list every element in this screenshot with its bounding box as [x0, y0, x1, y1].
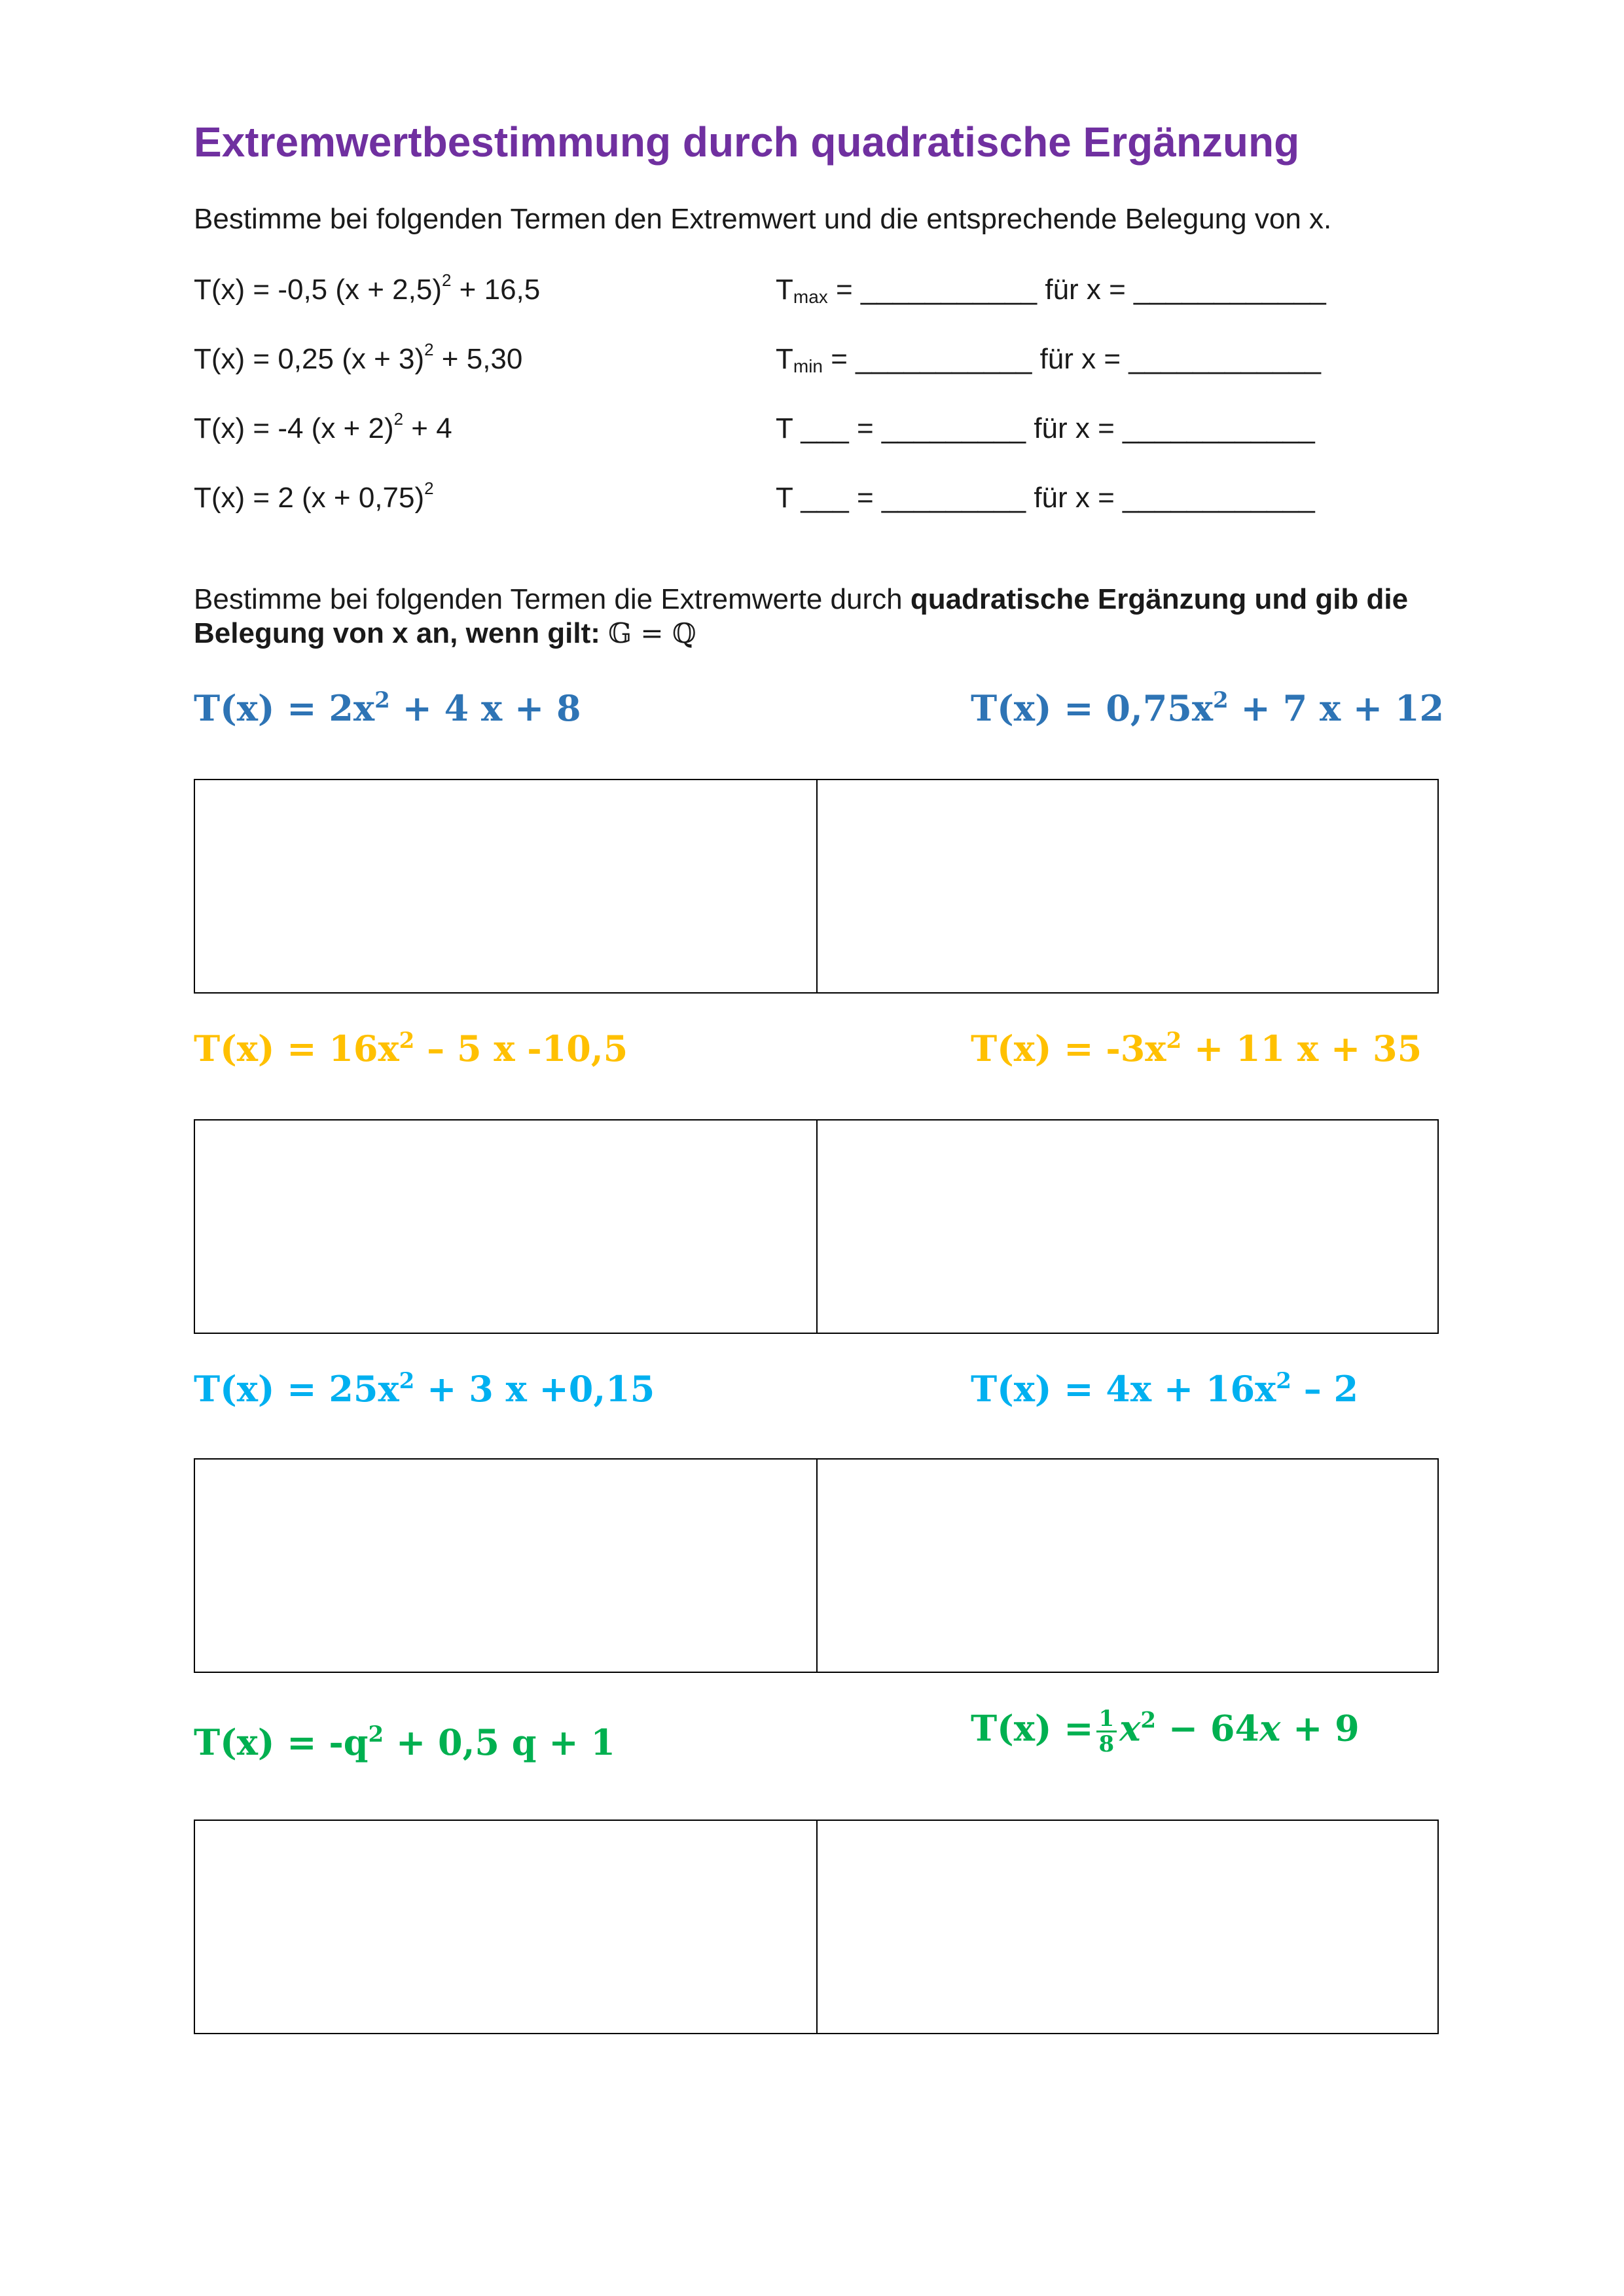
answer-box-8[interactable] — [816, 1820, 1439, 2034]
answer-box-6[interactable] — [816, 1458, 1439, 1673]
fraction: $\frac{1}{8}$ — [1096, 1707, 1117, 1756]
term-3: T(x) = -4 $(x + 2)^2 + 4$ — [194, 409, 452, 444]
answer-box-2[interactable] — [816, 779, 1439, 994]
page-title: Extremwertbestimmung durch quadratische Ergänzung — [194, 118, 1300, 166]
answer-box-5[interactable] — [194, 1458, 818, 1673]
answer-box-7[interactable] — [194, 1820, 818, 2034]
result-line-2: $T_{min}$ = ___________ für x = ____________ — [776, 343, 1321, 376]
equation-8: T(x) = $\frac{1}{8}$ $x^2 - 64x + 9$ — [971, 1706, 1360, 1757]
term-row-4 — [0, 478, 1624, 521]
equation-4: $T(x) = -3x^2 + 11$ x + 35 — [971, 1028, 1422, 1069]
answer-box-4[interactable] — [816, 1119, 1439, 1334]
result-line-4: T ___ = _________ für x = ____________ — [776, 482, 1315, 514]
term-1: T(x) = -0,5 $(x + 2,5)^2 + 16,5$ — [194, 270, 541, 306]
equation-2: $T(x) = 0,75x^2 + 7$ x + 12 — [971, 687, 1445, 729]
instruction-text: Bestimme bei folgenden Termen die Extremwerte durch quadratische Ergänzung und gib die Belegung von x an, wenn gilt: 𝔾 = ℚ — [194, 583, 1409, 649]
term-row-2 — [0, 340, 1624, 382]
term-4: T(x) = 2 $(x + 0,75)^2$ — [194, 478, 434, 514]
term-row-3 — [0, 409, 1624, 452]
result-line-1: $T_{max}$ = ___________ für x = ____________ — [776, 274, 1326, 307]
answer-box-1[interactable] — [194, 779, 818, 994]
equation-1: $T(x) = 2x^2 + 4$ x + 8 — [194, 687, 581, 729]
equation-3: $T(x) = 16x^2 - 5$ x -10,5 — [194, 1028, 628, 1069]
equation-5: $T(x) = 25x^2 + 3$ x +0,15 — [194, 1368, 655, 1410]
term-2: T(x) = 0,25 $(x + 3)^2 + 5,30$ — [194, 340, 523, 375]
set-notation: 𝔾 = ℚ — [608, 617, 696, 649]
equation-6: $T(x) = 4x + 16x^2 - 2$ — [971, 1368, 1359, 1410]
term-row-1 — [0, 270, 1624, 313]
intro-text: Bestimme bei folgenden Termen den Extremwert und die entsprechende Belegung von x. — [194, 203, 1332, 235]
answer-box-3[interactable] — [194, 1119, 818, 1334]
equation-7: $T(x) = -q^2 + 0,5$ q + 1 — [194, 1721, 615, 1763]
result-line-3: T ___ = _________ für x = ____________ — [776, 412, 1315, 444]
